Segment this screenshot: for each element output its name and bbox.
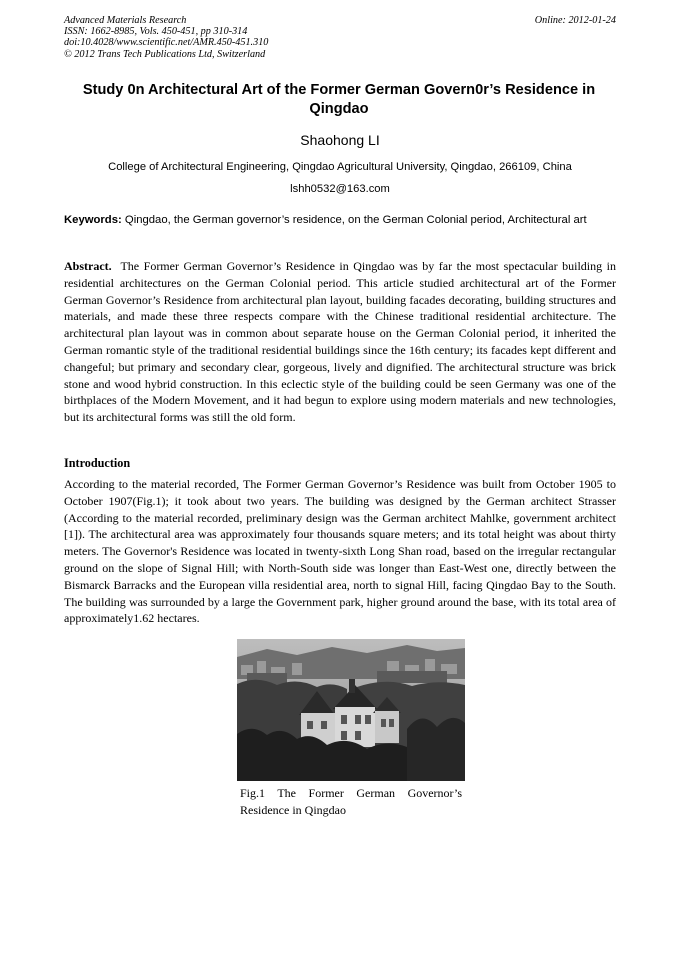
journal-header — [64, 15, 616, 60]
author-affiliation-block — [64, 156, 616, 200]
introduction-heading: Introduction — [64, 456, 131, 470]
author-email: lshh0532@163.com — [290, 183, 390, 195]
online-date: Online: 2012-01-24 — [534, 15, 616, 26]
affiliation: College of Architectural Engineering, Qingdao Agricultural University, Qingdao, 266109, China — [108, 161, 572, 173]
abstract-label: Abstract. — [64, 259, 112, 273]
keywords-section — [64, 212, 616, 228]
doi-line: doi:10.4028/www.scientific.net/AMR.450-451.310 — [64, 37, 269, 49]
issn-line: ISSN: 1662-8985, Vols. 450-451, pp 310-314 — [64, 26, 248, 38]
journal-name: Advanced Materials Research — [64, 15, 187, 26]
figure-1-photo — [237, 639, 465, 781]
author-name: Shaohong LI — [300, 132, 380, 148]
copyright-line: © 2012 Trans Tech Publications Ltd, Switzerland — [64, 48, 266, 60]
keywords-text: Qingdao, the German governor’s residence, on the German Colonial period, Architectural art — [124, 214, 587, 226]
paper-title: Study 0n Architectural Art of the Former German Govern0r’s Residence in Qingdao — [82, 82, 596, 117]
abstract-section — [64, 258, 616, 426]
figure-1-caption: Fig.1 The Former German Governor’s Residence in Qingdao — [240, 786, 462, 817]
keywords-label: Keywords: — [64, 214, 122, 226]
introduction-text: According to the material recorded, The Former German Governor’s Residence was built from October 1905 to October 1907(Fig.1); it took about two years. The building was designed by the German architect Strasser (According to the material recorded, preliminary design was the German architect Mahlke, government architect [1]). The architectural area was approximately four thousands square meters; and its total height was about thirty meters. The Governor's Residence was located in twenty-sixth Long Shan road, based on the irregular rectangular ground on the slope of Signal Hill; with North-South side was longer than East-West one, directly between the Bismarck Barracks and the European villa residential area, north to signal Hill, facing Qingdao Bay to the South. The building was surrounded by a large the Government park, higher ground around the base, with its total area of approximately1.62 hectares. — [64, 477, 616, 626]
abstract-text: The Former German Governor’s Residence in Qingdao was by far the most spectacular building in residential architectures on the German Colonial period. This article studied architectural art of the Former German Governor’s Residence from architectural plan layout, building facades decorating, building structures and materials, and made these three respects compare with the Chinese traditional residential architecture. The architectural plan layout was in common about separate house on the German Colonial period, it inherited the German romantic style of the traditional residential buildings since the 16th century; its facades kept different and changeful; but primary and secondary clear, gorgeous, lively and dignified. The architectural structure was brick stone and wood hybrid construction. In this eclectic style of the building could be seen Germany was one of the birthplaces of the Modern Movement, and it had begun to explore using modern materials and new technologies, but its architectural forms was still the old form. — [64, 259, 616, 425]
residence-photo-illustration — [237, 639, 465, 781]
